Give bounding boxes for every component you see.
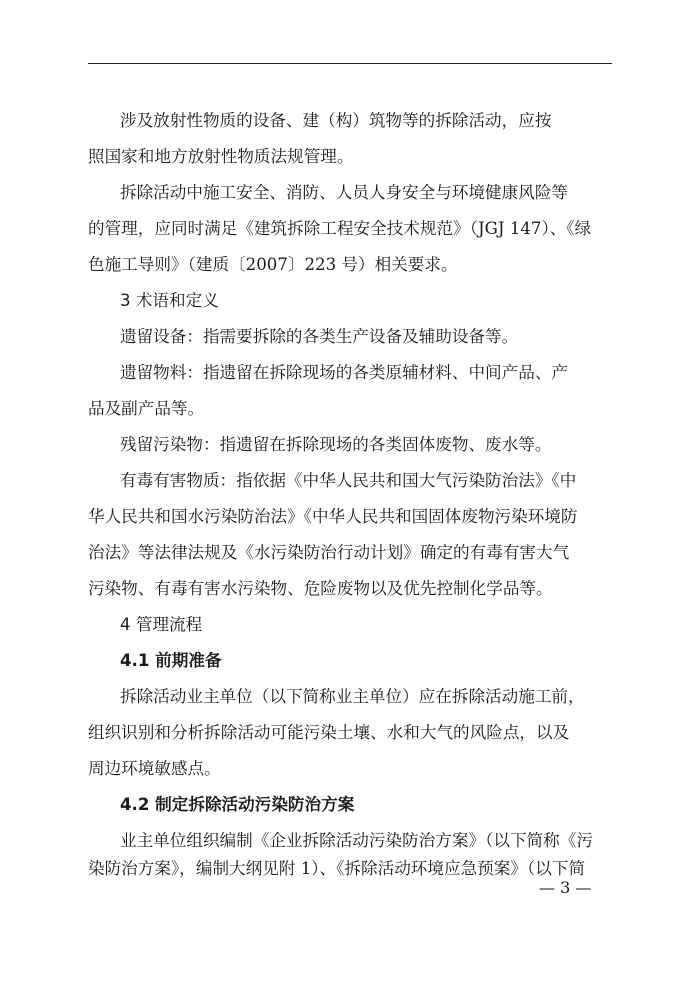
paragraph-line: 残留污染物：指遗留在拆除现场的各类固体废物、废水等。 xyxy=(120,435,552,454)
header-rule xyxy=(88,63,612,64)
paragraph-line: 拆除活动业主单位（以下简称业主单位）应在拆除活动施工前， xyxy=(120,687,585,706)
paragraph-line: 的管理，应同时满足《建筑拆除工程安全技术规范》（JGJ 147）、《绿 xyxy=(88,219,592,238)
paragraph-line: 染防治方案》，编制大纲见附 1）、《拆除活动环境应急预案》（以下简 xyxy=(88,859,586,878)
paragraph-line: 组织识别和分析拆除活动可能污染土壤、水和大气的风险点，以及 xyxy=(88,723,570,742)
paragraph-line: 遗留物料：指遗留在拆除现场的各类原辅材料、中间产品、产 xyxy=(120,363,569,382)
paragraph-line: 照国家和地方放射性物质法规管理。 xyxy=(88,147,354,166)
paragraph-line: 业主单位组织编制《企业拆除活动污染防治方案》（以下简称《污 xyxy=(120,831,593,850)
paragraph-line: 污染物、有毒有害水污染物、危险废物以及优先控制化学品等。 xyxy=(88,579,553,598)
section-heading-4: 4 管理流程 xyxy=(120,615,203,634)
paragraph-line: 华人民共和国水污染防治法》《中华人民共和国固体废物污染环境防 xyxy=(88,507,578,526)
paragraph-line: 涉及放射性物质的设备、建（构）筑物等的拆除活动，应按 xyxy=(120,111,552,130)
paragraph-line: 遗留设备：指需要拆除的各类生产设备及辅助设备等。 xyxy=(120,327,519,346)
paragraph-line: 治法》等法律法规及《水污染防治行动计划》确定的有毒有害大气 xyxy=(88,543,570,562)
page-number: — 3 — xyxy=(539,878,592,897)
paragraph-line: 拆除活动中施工安全、消防、人员人身安全与环境健康风险等 xyxy=(120,183,569,202)
subsection-heading-4-1: 4.1 前期准备 xyxy=(120,651,222,670)
paragraph-line: 色施工导则》（建质〔2007〕223 号）相关要求。 xyxy=(88,255,458,274)
paragraph-line: 品及副产品等。 xyxy=(88,399,205,418)
paragraph-line: 周边环境敏感点。 xyxy=(88,759,221,778)
subsection-heading-4-2: 4.2 制定拆除活动污染防治方案 xyxy=(120,795,355,814)
section-heading-3: 3 术语和定义 xyxy=(120,291,219,310)
paragraph-line: 有毒有害物质：指依据《中华人民共和国大气污染防治法》《中 xyxy=(120,471,577,490)
